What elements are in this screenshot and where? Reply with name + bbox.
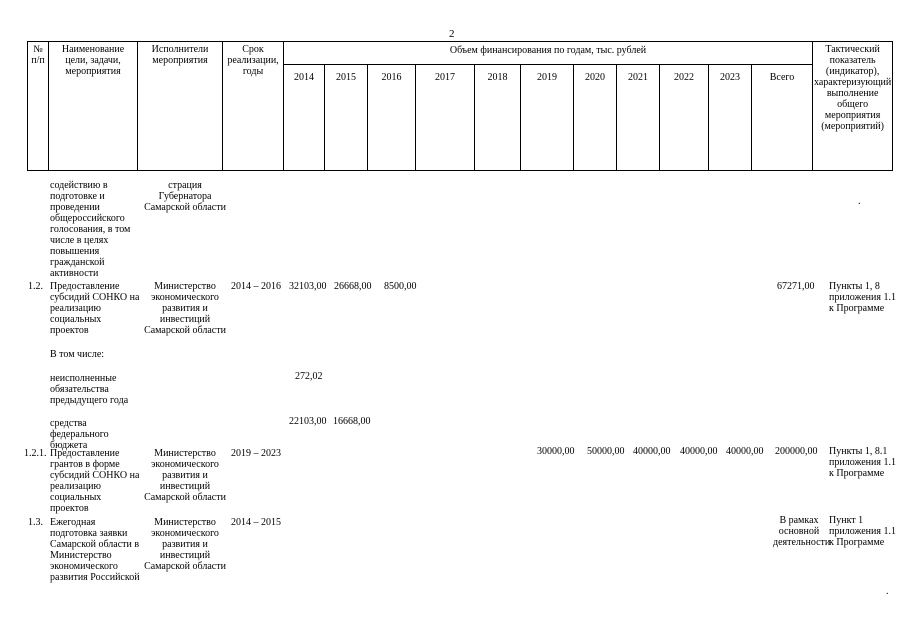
year-2023: 2023 [709,65,752,171]
row-1-2-1-total: 200000,00 [775,446,818,457]
year-2020: 2020 [574,65,617,171]
row-1-2-b-2014: 22103,00 [289,416,327,427]
row-1-3-term: 2014 – 2015 [231,517,281,528]
year-2021: 2021 [617,65,660,171]
row-1-2-including: В том числе: [50,349,105,360]
year-2016: 2016 [368,65,416,171]
row-1-3-indicator: Пункт 1 приложения 1.1 к Программе [829,515,896,548]
scan-speck: . [886,586,889,597]
year-2014: 2014 [284,65,325,171]
row-1-2-total: 67271,00 [777,281,815,292]
row-1-2-2014: 32103,00 [289,281,327,292]
header-name: Наименование цели, задачи, мероприятия [49,42,138,171]
header-executors: Исполнители мероприятия [138,42,223,171]
row-1-2-1-2023: 40000,00 [726,446,764,457]
row-1-2-b-name: средства федерального бюджета [50,418,109,451]
row-1-2-2016: 8500,00 [384,281,417,292]
row-1-2-1-num: 1.2.1. [24,448,47,459]
year-2018: 2018 [475,65,521,171]
year-2019: 2019 [521,65,574,171]
row-1-2-1-2022: 40000,00 [680,446,718,457]
header-volume: Объем финансирования по годам, тыс. рублей [284,42,813,65]
row-1-2-1-2020: 50000,00 [587,446,625,457]
row-continued-name: содействию в подготовке и проведении общероссийского голосования, в том числе в целях повышения гражданской активности [50,180,131,279]
row-1-3-num: 1.3. [28,517,43,528]
row-1-2-a-name: неисполненные обязательства предыдущего года [50,373,129,406]
row-1-2-a-2014: 272,02 [295,371,323,382]
header-term: Срок реализации, годы [223,42,284,171]
row-1-2-indicator: Пункты 1, 8 приложения 1.1 к Программе [829,281,896,314]
row-1-2-1-2019: 30000,00 [537,446,575,457]
row-1-2-2015: 26668,00 [334,281,372,292]
row-1-2-1-indicator: Пункты 1, 8.1 приложения 1.1 к Программе [829,446,896,479]
row-1-2-1-executor: Министерство экономического развития и инвестиций Самарской области [144,448,226,503]
year-total: Всего [752,65,813,171]
row-1-2-num: 1.2. [28,281,43,292]
row-1-2-1-2021: 40000,00 [633,446,671,457]
table-header [27,41,893,171]
row-1-2-b-2015: 16668,00 [333,416,371,427]
row-1-3-total: В рамках основной деятельности [773,515,831,548]
year-2017: 2017 [416,65,475,171]
row-1-3-executor: Министерство экономического развития и инвестиций Самарской области [144,517,226,572]
year-2015: 2015 [325,65,368,171]
row-1-2-name: Предоставление субсидий СОНКО на реализацию социальных проектов [50,281,140,336]
scan-speck: . [858,196,861,207]
header-num: № п/п [28,42,49,171]
row-1-2-1-term: 2019 – 2023 [231,448,281,459]
row-1-2-1-name: Предоставление грантов в форме субсидий СОНКО на реализацию социальных проектов [50,448,140,514]
row-1-3-name: Ежегодная подготовка заявки Самарской области в Министерство экономического развития Российской [50,517,140,583]
header-indicator: Тактический показатель (индикатор), характеризующий выполнение общего мероприятия (мероприятий) [813,42,893,171]
row-1-2-term: 2014 – 2016 [231,281,281,292]
row-continued-executor: страция Губернатора Самарской области [144,180,226,213]
year-2022: 2022 [660,65,709,171]
row-1-2-executor: Министерство экономического развития и инвестиций Самарской области [144,281,226,336]
page-number: 2 [449,28,455,40]
